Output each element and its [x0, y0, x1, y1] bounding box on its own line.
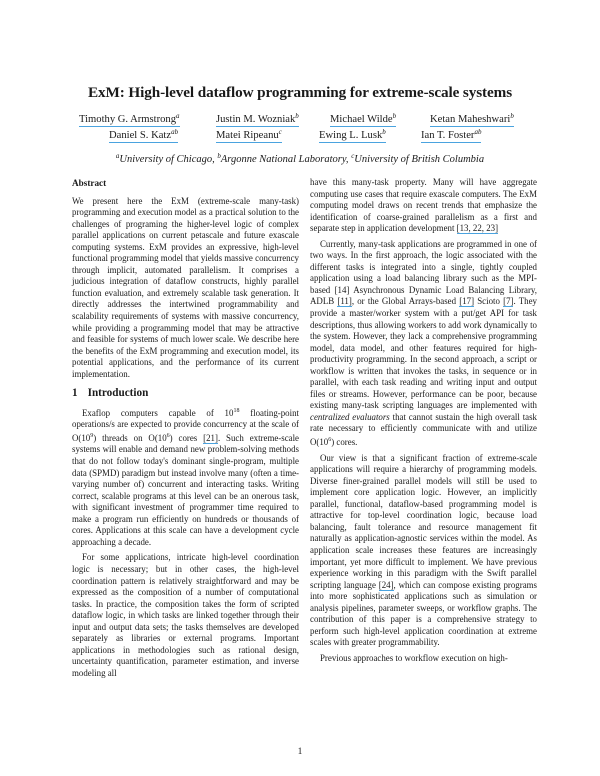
author-6[interactable]: Matei Ripeanu$^c$: [216, 128, 282, 141]
author-3[interactable]: Michael Wilde$^b$: [330, 112, 397, 125]
citation-link[interactable]: [7]: [503, 296, 514, 307]
author-1[interactable]: Timothy G. Armstrong$^a$: [79, 112, 180, 125]
section-heading-introduction: 1 Introduction: [72, 387, 149, 400]
affiliations: $^a$University of Chicago, $^b$Argonne National Laboratory, $^c$University of British Columbia: [115, 152, 485, 165]
intro-paragraph-2: For some applications, intricate high-level coordination logic is necessary; but in other cases, the high-level coordination pattern is relatively straightforward and may be expressed as the composition of a number of computational tasks. In practice, the composition takes the form of scripted dataflow logic, in which tasks are linked together through their input and output data sets; the tasks themselves are developed separately as libraries or external programs. Important applications in methodologies such as rational design, uncertainty quantification, parameter estimation, and inverse modeling all: [72, 552, 299, 678]
author-2[interactable]: Justin M. Wozniak$^b$: [216, 112, 299, 125]
right-paragraph-2: Currently, many-task applications are programmed in one of two ways. In the first approach, the logic associated with the different tasks is integrated into a single, tightly coupled application using a load balancing library such as the MPI-based [14] Asynchronous Dynamic Load Balancing Library, ADLB [11], or the Global Arrays-based [17] Scioto [7]. They provide a master/worker system with a put/get API for task descriptions, thus allowing workers to add work dynamically to the system. However, they lack a comprehensive programming model, data model, and other features required for high-productivity programming. In the second approach, a script or workflow is written that invokes the tasks, in sequence or in parallel, with each task reading and writing input and output files or streams. However, performance can be poor, because existing many-task scripting languages are implemented with centralized evaluators that cannot sustain the high overall task rate necessary to efficiently communicate with and utilize $O(10^6)$ cores.: [310, 238, 537, 448]
intro-paragraph-1: Exaflop computers capable of $10^{18}$ floating-point operations/s are expected to provide concurrency at the scale of $O(10^9)$ threads on $O(10^6)$ cores [21]. Such extreme-scale systems will enable and demand new problem-solving methods that do not follow today's dominant single-program, multiple data (SPMD) paradigm but instead involve many (often a time-varying number of) concurrent and interacting tasks. Writing correct, scalable programs at this level can be an onerous task, with significant investment of programmer time required to make a program run efficiently on hundreds or thousands of cores. Applications at this scale can have a development cycle approaching a decade.: [72, 407, 299, 547]
citation-link[interactable]: [17]: [459, 296, 475, 307]
author-7[interactable]: Ewing L. Lusk$^b$: [319, 128, 386, 141]
author-4[interactable]: Ketan Maheshwari$^b$: [430, 112, 514, 125]
affiliation-a: University of Chicago,: [119, 154, 215, 165]
affiliation-c: University of British Columbia: [354, 154, 485, 165]
page-number: 1: [297, 747, 303, 757]
paper-title: ExM: High-level dataflow programming for extreme-scale systems: [87, 84, 513, 101]
citation-link[interactable]: [11]: [337, 296, 352, 307]
abstract-heading: Abstract: [72, 178, 107, 188]
abstract-text: We present here the ExM (extreme-scale many-task) programming and execution model as a practical solution to the challenges of programing the higher-level logic of complex parallel applications on current petascale and future exascale computing systems. ExM provides an expressive, high-level functional programming model that yields massive concurrency through implicit, automated parallelism. It comprises a judicious integration of dataflow constructs, highly parallel function evaluation, and extremely scalable task generation. It directly addresses the intertwined programmability and scalability requirements of systems with massive concurrency, while providing a programming model that may be attractive and feasible for systems of much lower scale. We describe here the benefits of the ExM programming and execution model, its potential applications, and the performance of its current implementation.: [72, 195, 299, 379]
right-paragraph-4: Previous approaches to workflow execution on high-: [320, 652, 508, 663]
citation-link[interactable]: [13, 22, 23]: [456, 223, 499, 234]
author-5[interactable]: Daniel S. Katz$^{ab}$: [109, 128, 179, 141]
left-column: [72, 178, 299, 683]
right-paragraph-3: Our view is that a significant fraction of extreme-scale applications will require a hierarchy of programming models. Diverse finer-grained parallel models will still be used to implement core application logic. However, an implicitly parallel, functional, dataflow-based programming model is attractive for top-level coordination logic, because load balancing, fault tolerance and resource management fit naturally as application-agnostic services within the model. As application scale increases these features are increasingly important, yet more difficult to implement. We have previous experience working in this paradigm with the Swift parallel scripting language [24], which can compose existing programs into more sophisticated applications such as simulation or analysis pipelines, parameter sweeps, or workflow graphs. The contribution of this paper is a comprehensive strategy to perform such high-level application coordination at extreme scales with greater programmability.: [310, 452, 537, 648]
right-column: [310, 177, 537, 668]
citation-link[interactable]: [24]: [378, 579, 394, 590]
citation-link[interactable]: [21]: [203, 432, 218, 443]
affiliation-b: Argonne National Laboratory,: [220, 154, 349, 165]
right-paragraph-1: have this many-task property. Many will have aggregate computing use cases that require exascale computers. The ExM computing model draws on recent trends that emphasize the identification of coarse-grained parallelism as a first and separate step in application development [13, 22, 23]: [310, 177, 537, 234]
author-8[interactable]: Ian T. Foster$^{ab}$: [421, 128, 482, 141]
